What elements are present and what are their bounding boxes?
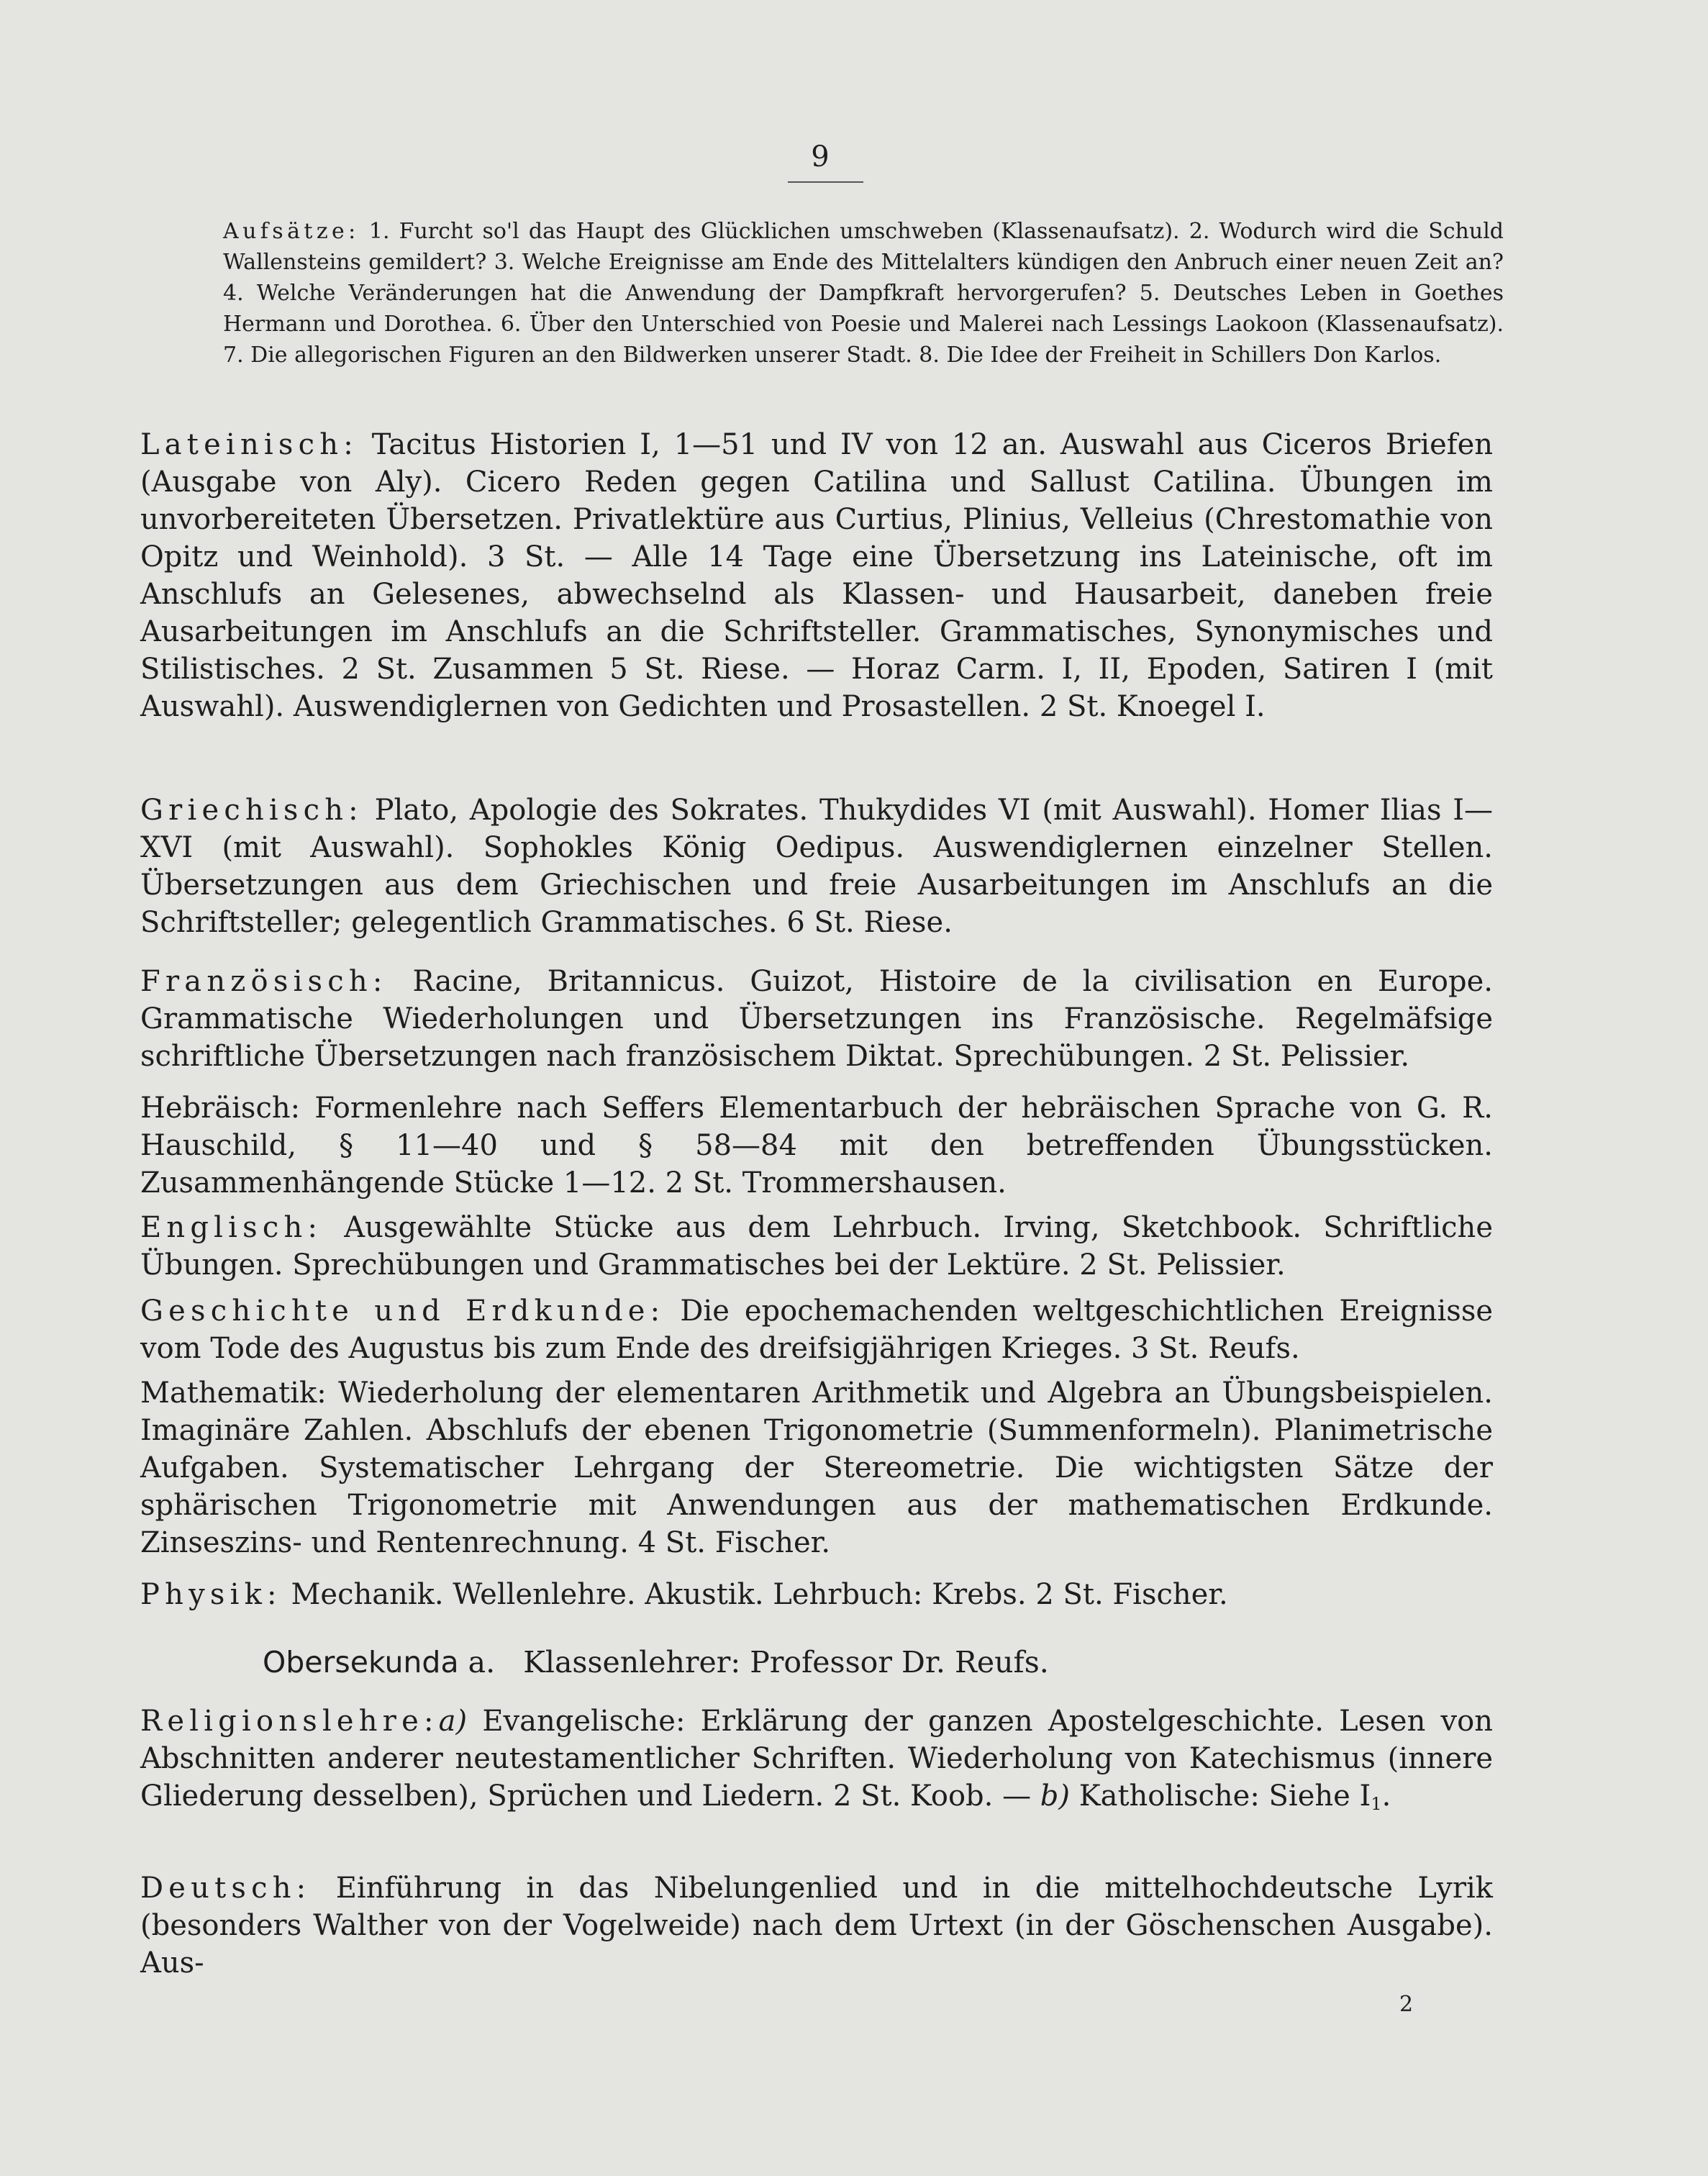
subject-physics: [140, 1576, 1493, 1613]
sentence-end: .: [1381, 1780, 1391, 1813]
subject-text: Mechanik. Wellenlehre. Akustik. Lehrbuch: Krebs. 2 St. Fischer.: [291, 1578, 1228, 1611]
subject-english: [140, 1209, 1493, 1284]
subject-greek: [140, 792, 1493, 941]
page-number: 9: [811, 140, 830, 173]
subject-text: Racine, Britannicus. Guizot, Histoire de la civilisation en Europe. Grammatische Wiederholungen und Übersetzungen ins Französische. Regelmäfsige schriftliche Übersetzungen nach französischem Diktat. Sprechübungen. 2 St. Pelissier.: [140, 965, 1493, 1073]
subject-label: Religionslehre:: [140, 1705, 439, 1738]
subject-label: Englisch:: [140, 1211, 323, 1244]
subject-text: Plato, Apologie des Sokrates. Thukydides VI (mit Auswahl). Homer Ilias I—XVI (mit Auswahl). Sophokles König Oedipus. Auswendiglernen einzelner Stellen. Übersetzungen aus dem Griechischen und freie Ausarbeitungen im Anschlufs an die Schriftsteller; gelegentlich Grammatisches. 6 St. Riese.: [140, 794, 1494, 939]
class-heading: [263, 1645, 1558, 1679]
subject-religion: [140, 1703, 1493, 1823]
subject-hebrew: [140, 1089, 1493, 1202]
subject-german: [140, 1869, 1493, 1982]
subject-label: Griechisch:: [140, 794, 363, 827]
subject-text: Einführung in das Nibelungenlied und in die mittelhochdeutsche Lyrik (besonders Walther von der Vogelweide) nach dem Urtext (in der Göschenschen Ausgabe). Aus-: [140, 1872, 1494, 1980]
subject-history-geography: [140, 1292, 1493, 1367]
list-marker-a: a): [438, 1705, 468, 1738]
subject-latin: [140, 426, 1493, 725]
class-teacher: Klassenlehrer: Professor Dr. Reufs.: [523, 1645, 1049, 1679]
subject-mathematics: [140, 1374, 1493, 1561]
subject-label: Physik:: [140, 1578, 282, 1611]
class-suffix: a.: [468, 1645, 496, 1679]
subject-text-b: Katholische: Siehe I: [1078, 1780, 1371, 1813]
subject-label: Lateinisch:: [140, 428, 358, 461]
subject-text: Wiederholung der elementaren Arithmetik und Algebra an Übungsbeispielen. Imaginäre Zahlen. Abschlufs der ebenen Trigonometrie (Summenformeln). Planimetrische Aufgaben. Systematischer Lehrgang der Stereometrie. Die wichtigsten Sätze der sphärischen Trigonometrie mit Anwendungen aus der mathematischen Erdkunde. Zinseszins- und Rentenrechnung. 4 St. Fischer.: [140, 1377, 1493, 1559]
essay-topics-text: 1. Furcht so'l das Haupt des Glücklichen umschweben (Klassenaufsatz). 2. Wodurch wird die Schuld Wallensteins gemildert? 3. Welche Ereignisse am Ende des Mittelalters kündigen den Anbruch einer neuen Zeit an? 4. Welche Veränderungen hat die Anwendung der Dampfkraft hervorgerufen? 5. Deutsches Leben in Goethes Hermann und Dorothea. 6. Über den Unterschied von Poesie und Malerei nach Lessings Laokoon (Klassenaufsatz). 7. Die allegorischen Figuren an den Bildwerken unserer Stadt. 8. Die Idee der Freiheit in Schillers Don Karlos.: [223, 219, 1504, 368]
class-title: Obersekunda: [263, 1645, 459, 1679]
subject-text: Tacitus Historien I, 1—51 und IV von 12 an. Auswahl aus Ciceros Briefen (Ausgabe von Aly). Cicero Reden gegen Catilina und Sallust Catilina. Übungen im unvorbereiteten Übersetzen. Privatlektüre aus Curtius, Plinius, Velleius (Chrestomathie von Opitz und Weinhold). 3 St. — Alle 14 Tage eine Übersetzung ins Lateinische, oft im Anschlufs an Gelesenes, abwechselnd als Klassen- und Hausarbeit, daneben freie Ausarbeitungen im Anschlufs an die Schriftsteller. Grammatisches, Synonymisches und Stilistisches. 2 St. Zusammen 5 St. Riese. — Horaz Carm. I, II, Epoden, Satiren I (mit Auswahl). Auswendiglernen von Gedichten und Prosastellen. 2 St. Knoegel I.: [140, 428, 1494, 723]
page-number-rule: [788, 181, 863, 183]
essay-topics-label: Aufsätze:: [223, 219, 360, 244]
subject-label: Französisch:: [140, 965, 388, 998]
subject-label: Mathematik:: [140, 1377, 327, 1410]
subject-text: Formenlehre nach Seffers Elementarbuch der hebräischen Sprache von G. R. Hauschild, § 11—40 und § 58—84 mit den betreffenden Übungsstücken. Zusammenhängende Stücke 1—12. 2 St. Trommershausen.: [140, 1092, 1493, 1200]
subject-text: Ausgewählte Stücke aus dem Lehrbuch. Irving, Sketchbook. Schriftliche Übungen. Sprechübungen und Grammatisches bei der Lektüre. 2 St. Pelissier.: [140, 1211, 1493, 1282]
subject-label: Hebräisch:: [140, 1092, 301, 1125]
subject-text-a: Evangelische: Erklärung der ganzen Apostelgeschichte. Lesen von Abschnitten anderer neutestamentlicher Schriften. Wiederholung von Katechismus (innere Gliederung desselben), Sprüchen und Liedern. 2 St. Koob. —: [140, 1705, 1494, 1813]
essay-topics-paragraph: [223, 216, 1504, 371]
subject-text: Die epochemachenden weltgeschichtlichen Ereignisse vom Tode des Augustus bis zum Ende des dreifsigjährigen Krieges. 3 St. Reufs.: [140, 1295, 1494, 1365]
subject-french: [140, 963, 1493, 1075]
list-marker-b: b): [1040, 1780, 1071, 1813]
printer-signature: 2: [1399, 1992, 1414, 2017]
subject-label: Geschichte und Erdkunde:: [140, 1295, 666, 1328]
subscript: 1: [1371, 1794, 1382, 1814]
subject-label: Deutsch:: [140, 1872, 312, 1905]
